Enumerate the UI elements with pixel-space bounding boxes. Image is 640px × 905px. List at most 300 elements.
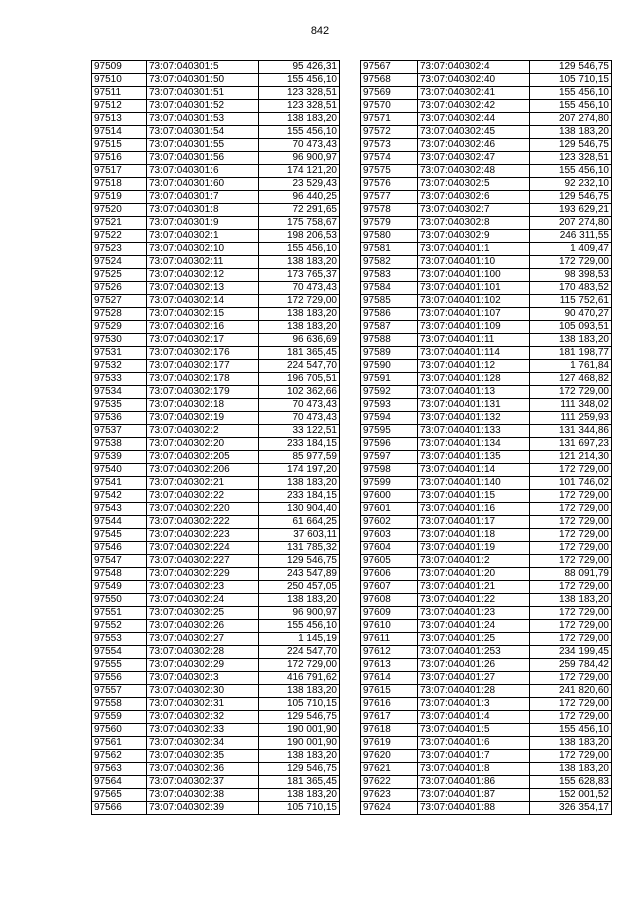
row-number: 97568	[361, 74, 418, 87]
table-row	[361, 633, 612, 646]
register-table-right	[360, 60, 612, 815]
row-number: 97519	[92, 191, 147, 204]
cadastral-number: 73:07:040401:22	[418, 594, 530, 607]
cadastral-number: 73:07:040401:100	[418, 269, 530, 282]
cadastral-number: 73:07:040301:8	[147, 204, 259, 217]
cadastral-number: 73:07:040401:7	[418, 750, 530, 763]
cadastral-value: 138 183,20	[259, 308, 340, 321]
row-number: 97585	[361, 295, 418, 308]
cadastral-number: 73:07:040302:47	[418, 152, 530, 165]
cadastral-value: 115 752,61	[530, 295, 612, 308]
table-row	[92, 672, 340, 685]
cadastral-number: 73:07:040302:40	[418, 74, 530, 87]
cadastral-number: 73:07:040302:178	[147, 373, 259, 386]
row-number: 97527	[92, 295, 147, 308]
table-row	[361, 165, 612, 178]
table-row	[361, 269, 612, 282]
cadastral-value: 70 473,43	[259, 412, 340, 425]
row-number: 97525	[92, 269, 147, 282]
table-row	[92, 113, 340, 126]
cadastral-number: 73:07:040302:25	[147, 607, 259, 620]
table-row	[361, 321, 612, 334]
table-row	[92, 477, 340, 490]
table-row	[361, 763, 612, 776]
row-number: 97509	[92, 61, 147, 74]
cadastral-value: 246 311,55	[530, 230, 612, 243]
row-number: 97619	[361, 737, 418, 750]
cadastral-value: 96 900,97	[259, 607, 340, 620]
row-number: 97517	[92, 165, 147, 178]
cadastral-value: 129 546,75	[530, 139, 612, 152]
table-row	[92, 516, 340, 529]
table-row	[92, 360, 340, 373]
cadastral-number: 73:07:040302:11	[147, 256, 259, 269]
cadastral-number: 73:07:040302:227	[147, 555, 259, 568]
cadastral-value: 131 785,32	[259, 542, 340, 555]
row-number: 97530	[92, 334, 147, 347]
cadastral-number: 73:07:040302:222	[147, 516, 259, 529]
cadastral-value: 190 001,90	[259, 737, 340, 750]
row-number: 97561	[92, 737, 147, 750]
cadastral-value: 85 977,59	[259, 451, 340, 464]
cadastral-value: 326 354,17	[530, 802, 612, 815]
table-row	[361, 295, 612, 308]
cadastral-value: 123 328,51	[259, 100, 340, 113]
cadastral-value: 138 183,20	[530, 126, 612, 139]
cadastral-value: 172 729,00	[530, 750, 612, 763]
cadastral-value: 181 198,77	[530, 347, 612, 360]
cadastral-number: 73:07:040301:56	[147, 152, 259, 165]
row-number: 97596	[361, 438, 418, 451]
row-number: 97614	[361, 672, 418, 685]
cadastral-value: 172 729,00	[530, 490, 612, 503]
cadastral-value: 174 197,20	[259, 464, 340, 477]
cadastral-value: 98 398,53	[530, 269, 612, 282]
row-number: 97586	[361, 308, 418, 321]
table-row	[92, 347, 340, 360]
cadastral-value: 138 183,20	[259, 750, 340, 763]
table-row	[361, 464, 612, 477]
row-number: 97548	[92, 568, 147, 581]
table-row	[361, 555, 612, 568]
table-row	[361, 542, 612, 555]
cadastral-number: 73:07:040302:22	[147, 490, 259, 503]
row-number: 97575	[361, 165, 418, 178]
cadastral-value: 123 328,51	[530, 152, 612, 165]
row-number: 97590	[361, 360, 418, 373]
row-number: 97546	[92, 542, 147, 555]
cadastral-value: 172 729,00	[530, 672, 612, 685]
row-number: 97571	[361, 113, 418, 126]
cadastral-value: 138 183,20	[259, 256, 340, 269]
cadastral-number: 73:07:040401:1	[418, 243, 530, 256]
table-row	[92, 334, 340, 347]
row-number: 97562	[92, 750, 147, 763]
row-number: 97559	[92, 711, 147, 724]
cadastral-number: 73:07:040302:220	[147, 503, 259, 516]
row-number: 97615	[361, 685, 418, 698]
row-number: 97623	[361, 789, 418, 802]
cadastral-value: 155 456,10	[259, 243, 340, 256]
cadastral-number: 73:07:040401:87	[418, 789, 530, 802]
row-number: 97536	[92, 412, 147, 425]
row-number: 97576	[361, 178, 418, 191]
row-number: 97622	[361, 776, 418, 789]
row-number: 97606	[361, 568, 418, 581]
cadastral-value: 101 746,02	[530, 477, 612, 490]
table-row	[361, 425, 612, 438]
cadastral-number: 73:07:040301:60	[147, 178, 259, 191]
table-row	[361, 724, 612, 737]
cadastral-value: 96 900,97	[259, 152, 340, 165]
table-row	[361, 451, 612, 464]
cadastral-value: 105 093,51	[530, 321, 612, 334]
row-number: 97566	[92, 802, 147, 815]
table-row	[92, 282, 340, 295]
table-row	[92, 685, 340, 698]
cadastral-number: 73:07:040302:17	[147, 334, 259, 347]
cadastral-number: 73:07:040302:36	[147, 763, 259, 776]
cadastral-number: 73:07:040302:13	[147, 282, 259, 295]
cadastral-number: 73:07:040302:205	[147, 451, 259, 464]
cadastral-value: 105 710,15	[530, 74, 612, 87]
cadastral-number: 73:07:040302:27	[147, 633, 259, 646]
row-number: 97538	[92, 438, 147, 451]
cadastral-value: 233 184,15	[259, 438, 340, 451]
table-row	[92, 269, 340, 282]
table-row	[92, 178, 340, 191]
table-row	[92, 529, 340, 542]
cadastral-value: 155 456,10	[530, 100, 612, 113]
cadastral-number: 73:07:040401:15	[418, 490, 530, 503]
cadastral-number: 73:07:040301:9	[147, 217, 259, 230]
cadastral-value: 61 664,25	[259, 516, 340, 529]
row-number: 97545	[92, 529, 147, 542]
cadastral-number: 73:07:040401:8	[418, 763, 530, 776]
table-row	[92, 217, 340, 230]
cadastral-number: 73:07:040401:10	[418, 256, 530, 269]
row-number: 97602	[361, 516, 418, 529]
table-row	[361, 230, 612, 243]
cadastral-number: 73:07:040302:4	[418, 61, 530, 74]
row-number: 97552	[92, 620, 147, 633]
row-number: 97558	[92, 698, 147, 711]
row-number: 97577	[361, 191, 418, 204]
row-number: 97621	[361, 763, 418, 776]
cadastral-value: 172 729,00	[530, 464, 612, 477]
row-number: 97604	[361, 542, 418, 555]
row-number: 97624	[361, 802, 418, 815]
cadastral-value: 172 729,00	[530, 607, 612, 620]
cadastral-number: 73:07:040401:253	[418, 646, 530, 659]
cadastral-value: 70 473,43	[259, 282, 340, 295]
row-number: 97555	[92, 659, 147, 672]
cadastral-value: 241 820,60	[530, 685, 612, 698]
cadastral-value: 1 761,84	[530, 360, 612, 373]
cadastral-number: 73:07:040302:35	[147, 750, 259, 763]
row-number: 97534	[92, 386, 147, 399]
cadastral-value: 129 546,75	[259, 555, 340, 568]
cadastral-number: 73:07:040302:20	[147, 438, 259, 451]
row-number: 97588	[361, 334, 418, 347]
cadastral-value: 172 729,00	[530, 581, 612, 594]
row-number: 97523	[92, 243, 147, 256]
cadastral-number: 73:07:040401:4	[418, 711, 530, 724]
cadastral-number: 73:07:040401:134	[418, 438, 530, 451]
table-row	[92, 568, 340, 581]
cadastral-number: 73:07:040302:26	[147, 620, 259, 633]
cadastral-number: 73:07:040302:33	[147, 724, 259, 737]
table-row	[92, 776, 340, 789]
cadastral-number: 73:07:040401:16	[418, 503, 530, 516]
cadastral-number: 73:07:040401:27	[418, 672, 530, 685]
table-row	[361, 126, 612, 139]
cadastral-number: 73:07:040401:18	[418, 529, 530, 542]
cadastral-value: 172 729,00	[530, 555, 612, 568]
table-row	[92, 295, 340, 308]
cadastral-number: 73:07:040401:5	[418, 724, 530, 737]
table-row	[361, 698, 612, 711]
table-row	[361, 243, 612, 256]
table-row	[361, 360, 612, 373]
cadastral-value: 243 547,89	[259, 568, 340, 581]
cadastral-number: 73:07:040401:19	[418, 542, 530, 555]
row-number: 97608	[361, 594, 418, 607]
cadastral-value: 102 362,66	[259, 386, 340, 399]
table-row	[361, 737, 612, 750]
cadastral-value: 33 122,51	[259, 425, 340, 438]
cadastral-value: 92 232,10	[530, 178, 612, 191]
cadastral-number: 73:07:040401:24	[418, 620, 530, 633]
cadastral-number: 73:07:040401:17	[418, 516, 530, 529]
cadastral-value: 123 328,51	[259, 87, 340, 100]
row-number: 97550	[92, 594, 147, 607]
table-row	[361, 594, 612, 607]
row-number: 97583	[361, 269, 418, 282]
cadastral-number: 73:07:040302:223	[147, 529, 259, 542]
table-row	[92, 126, 340, 139]
row-number: 97567	[361, 61, 418, 74]
cadastral-value: 105 710,15	[259, 698, 340, 711]
table-row	[361, 659, 612, 672]
cadastral-number: 73:07:040401:128	[418, 373, 530, 386]
row-number: 97610	[361, 620, 418, 633]
cadastral-value: 138 183,20	[530, 594, 612, 607]
cadastral-number: 73:07:040302:177	[147, 360, 259, 373]
table-row	[92, 243, 340, 256]
table-row	[361, 711, 612, 724]
table-row	[361, 607, 612, 620]
cadastral-value: 173 765,37	[259, 269, 340, 282]
row-number: 97607	[361, 581, 418, 594]
row-number: 97580	[361, 230, 418, 243]
cadastral-value: 130 904,40	[259, 503, 340, 516]
cadastral-number: 73:07:040302:8	[418, 217, 530, 230]
row-number: 97616	[361, 698, 418, 711]
row-number: 97522	[92, 230, 147, 243]
cadastral-value: 174 121,20	[259, 165, 340, 178]
cadastral-number: 73:07:040401:25	[418, 633, 530, 646]
cadastral-number: 73:07:040401:86	[418, 776, 530, 789]
cadastral-value: 129 546,75	[259, 763, 340, 776]
row-number: 97549	[92, 581, 147, 594]
table-row	[361, 490, 612, 503]
cadastral-value: 138 183,20	[530, 334, 612, 347]
table-row	[92, 802, 340, 815]
row-number: 97556	[92, 672, 147, 685]
row-number: 97592	[361, 386, 418, 399]
table-row	[92, 646, 340, 659]
table-row	[361, 282, 612, 295]
cadastral-value: 172 729,00	[530, 711, 612, 724]
cadastral-number: 73:07:040401:23	[418, 607, 530, 620]
row-number: 97511	[92, 87, 147, 100]
cadastral-number: 73:07:040301:7	[147, 191, 259, 204]
row-number: 97528	[92, 308, 147, 321]
cadastral-number: 73:07:040301:54	[147, 126, 259, 139]
row-number: 97529	[92, 321, 147, 334]
row-number: 97620	[361, 750, 418, 763]
cadastral-value: 198 206,53	[259, 230, 340, 243]
cadastral-value: 234 199,45	[530, 646, 612, 659]
table-row	[92, 633, 340, 646]
row-number: 97514	[92, 126, 147, 139]
row-number: 97609	[361, 607, 418, 620]
table-row	[92, 659, 340, 672]
row-number: 97578	[361, 204, 418, 217]
row-number: 97597	[361, 451, 418, 464]
cadastral-value: 155 456,10	[259, 620, 340, 633]
cadastral-number: 73:07:040301:5	[147, 61, 259, 74]
cadastral-value: 155 456,10	[530, 724, 612, 737]
cadastral-number: 73:07:040401:12	[418, 360, 530, 373]
cadastral-value: 138 183,20	[259, 477, 340, 490]
table-row	[361, 386, 612, 399]
cadastral-number: 73:07:040302:15	[147, 308, 259, 321]
table-row	[92, 750, 340, 763]
row-number: 97532	[92, 360, 147, 373]
cadastral-number: 73:07:040401:102	[418, 295, 530, 308]
row-number: 97572	[361, 126, 418, 139]
cadastral-value: 172 729,00	[259, 659, 340, 672]
cadastral-number: 73:07:040401:28	[418, 685, 530, 698]
row-number: 97574	[361, 152, 418, 165]
cadastral-number: 73:07:040302:34	[147, 737, 259, 750]
cadastral-value: 138 183,20	[259, 321, 340, 334]
cadastral-number: 73:07:040401:13	[418, 386, 530, 399]
cadastral-value: 1 409,47	[530, 243, 612, 256]
table-row	[361, 113, 612, 126]
row-number: 97565	[92, 789, 147, 802]
cadastral-number: 73:07:040301:51	[147, 87, 259, 100]
row-number: 97541	[92, 477, 147, 490]
row-number: 97515	[92, 139, 147, 152]
cadastral-value: 155 628,83	[530, 776, 612, 789]
row-number: 97516	[92, 152, 147, 165]
cadastral-value: 129 546,75	[259, 711, 340, 724]
cadastral-value: 111 259,93	[530, 412, 612, 425]
table-row	[92, 438, 340, 451]
cadastral-number: 73:07:040401:21	[418, 581, 530, 594]
cadastral-number: 73:07:040302:176	[147, 347, 259, 360]
cadastral-value: 172 729,00	[530, 516, 612, 529]
cadastral-value: 172 729,00	[530, 503, 612, 516]
cadastral-number: 73:07:040302:29	[147, 659, 259, 672]
cadastral-number: 73:07:040302:38	[147, 789, 259, 802]
cadastral-number: 73:07:040302:48	[418, 165, 530, 178]
cadastral-value: 131 697,23	[530, 438, 612, 451]
cadastral-number: 73:07:040302:23	[147, 581, 259, 594]
table-row	[361, 646, 612, 659]
cadastral-value: 95 426,31	[259, 61, 340, 74]
table-row	[92, 152, 340, 165]
cadastral-value: 1 145,19	[259, 633, 340, 646]
cadastral-number: 73:07:040302:21	[147, 477, 259, 490]
cadastral-value: 138 183,20	[530, 763, 612, 776]
cadastral-value: 190 001,90	[259, 724, 340, 737]
cadastral-value: 172 729,00	[530, 698, 612, 711]
cadastral-value: 70 473,43	[259, 139, 340, 152]
cadastral-number: 73:07:040302:45	[418, 126, 530, 139]
cadastral-number: 73:07:040401:2	[418, 555, 530, 568]
cadastral-number: 73:07:040302:14	[147, 295, 259, 308]
row-number: 97526	[92, 282, 147, 295]
row-number: 97560	[92, 724, 147, 737]
table-row	[92, 87, 340, 100]
table-row	[361, 74, 612, 87]
row-number: 97551	[92, 607, 147, 620]
row-number: 97557	[92, 685, 147, 698]
cadastral-value: 181 365,45	[259, 776, 340, 789]
table-row	[92, 594, 340, 607]
table-row	[361, 204, 612, 217]
cadastral-value: 96 636,69	[259, 334, 340, 347]
row-number: 97513	[92, 113, 147, 126]
row-number: 97612	[361, 646, 418, 659]
cadastral-number: 73:07:040302:10	[147, 243, 259, 256]
cadastral-value: 233 184,15	[259, 490, 340, 503]
row-number: 97579	[361, 217, 418, 230]
cadastral-number: 73:07:040302:46	[418, 139, 530, 152]
cadastral-value: 416 791,62	[259, 672, 340, 685]
row-number: 97547	[92, 555, 147, 568]
cadastral-value: 207 274,80	[530, 217, 612, 230]
row-number: 97535	[92, 399, 147, 412]
cadastral-number: 73:07:040301:52	[147, 100, 259, 113]
cadastral-number: 73:07:040302:206	[147, 464, 259, 477]
table-row	[92, 165, 340, 178]
row-number: 97613	[361, 659, 418, 672]
table-row	[92, 399, 340, 412]
table-row	[361, 347, 612, 360]
cadastral-number: 73:07:040302:19	[147, 412, 259, 425]
cadastral-value: 138 183,20	[259, 789, 340, 802]
row-number: 97521	[92, 217, 147, 230]
cadastral-value: 70 473,43	[259, 399, 340, 412]
table-row	[92, 737, 340, 750]
table-row	[92, 61, 340, 74]
table-row	[92, 555, 340, 568]
cadastral-number: 73:07:040401:88	[418, 802, 530, 815]
cadastral-value: 138 183,20	[259, 113, 340, 126]
table-row	[92, 308, 340, 321]
cadastral-value: 111 348,02	[530, 399, 612, 412]
row-number: 97563	[92, 763, 147, 776]
cadastral-value: 121 214,30	[530, 451, 612, 464]
cadastral-number: 73:07:040302:39	[147, 802, 259, 815]
row-number: 97611	[361, 633, 418, 646]
cadastral-value: 129 546,75	[530, 191, 612, 204]
